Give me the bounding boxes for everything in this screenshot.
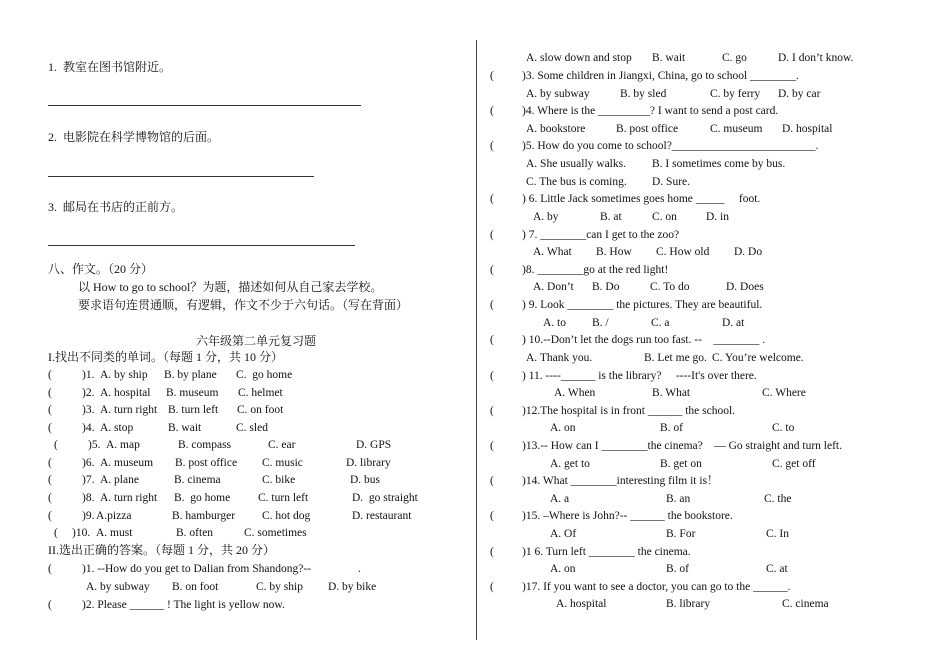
item-number: )1. (82, 369, 95, 381)
option-d: D. by car (778, 88, 821, 100)
answer-paren[interactable]: ( (48, 387, 52, 399)
option-a: A. turn right (100, 492, 158, 504)
option-b: B. of (666, 563, 689, 575)
unit-title: 六年级第二单元复习题 (196, 334, 317, 348)
item-number: )2. (82, 387, 95, 399)
answer-paren[interactable]: ( (490, 140, 494, 152)
answer-line-2[interactable] (48, 176, 314, 177)
answer-paren[interactable]: ( (48, 563, 52, 575)
option-c: C. go home (236, 369, 293, 381)
answer-paren[interactable]: ( (490, 370, 494, 382)
option-c: C. on foot (237, 404, 284, 416)
option-a: A. hospital (556, 598, 607, 610)
answer-paren[interactable]: ( (490, 510, 494, 522)
option-b: B. wait (652, 52, 686, 64)
item-number: )9. (82, 510, 95, 522)
option-a: A. bookstore (526, 123, 586, 135)
answer-paren[interactable]: ( (490, 264, 494, 276)
option-c: C. sometimes (244, 527, 307, 539)
option-b: B. What (652, 387, 691, 399)
option-c: C. by ship (256, 581, 303, 593)
question-13: )13.-- How can I ________the cinema? — Go straight and turn left. (522, 440, 842, 452)
question-14: )14. What ________interesting film it is！ (522, 475, 719, 487)
option-c: C. sled (236, 422, 268, 434)
option-d: D. bus (350, 474, 381, 486)
answer-paren[interactable]: ( (48, 599, 52, 611)
option-d: D. I don’t know. (778, 52, 854, 64)
answer-paren[interactable]: ( (54, 439, 58, 451)
option-c: C. How old (656, 246, 710, 258)
option-c: C. on (652, 211, 677, 223)
option-b: B. an (666, 493, 691, 505)
option-a: A. stop (100, 422, 134, 434)
option-c: C. ear (268, 439, 296, 451)
answer-paren[interactable]: ( (490, 546, 494, 558)
option-a: A. by ship (100, 369, 148, 381)
option-d: D. in (706, 211, 729, 223)
option-b: B. / (592, 317, 609, 329)
question-12: )12.The hospital is in front ______ the school. (522, 405, 736, 417)
answer-line-1[interactable] (48, 105, 361, 106)
option-c: C. turn left (258, 492, 309, 504)
option-b: B. of (660, 422, 683, 434)
option-b: B. by sled (620, 88, 667, 100)
question-17: )17. If you want to see a doctor, you can go to the ______. (522, 581, 791, 593)
option-b: B. by plane (164, 369, 217, 381)
option-a: A. Of (550, 528, 577, 540)
question-16: )1 6. Turn left ________ the cinema. (522, 546, 691, 558)
option-d: D. go straight (352, 492, 418, 504)
item-number: )10. (72, 527, 91, 539)
option-b: B. post office (616, 123, 679, 135)
answer-paren[interactable]: ( (490, 475, 494, 487)
question-15: )15. –Where is John?-- ______ the bookstore. (522, 510, 733, 522)
option-c: C. bike (262, 474, 296, 486)
option-c: C. to (772, 422, 795, 434)
answer-paren[interactable]: ( (48, 369, 52, 381)
answer-paren[interactable]: ( (48, 422, 52, 434)
option-b: B. compass (178, 439, 232, 451)
option-c: C. hot dog (262, 510, 311, 522)
option-a: A. by subway (86, 581, 150, 593)
answer-line-3[interactable] (48, 245, 355, 246)
question-8: )8. ________go at the red light! (522, 264, 669, 276)
option-a: A. She usually walks. (526, 158, 626, 170)
option-d: D. Does (726, 281, 764, 293)
answer-paren[interactable]: ( (490, 405, 494, 417)
item-number: )7. (82, 474, 95, 486)
translate-item-3: 3. 邮局在书店的正前方。 (48, 200, 184, 214)
option-d: D. Do (734, 246, 763, 258)
item-number: )6. (82, 457, 95, 469)
item-number: )5. (88, 439, 101, 451)
option-d: D. at (722, 317, 745, 329)
answer-paren[interactable]: ( (490, 229, 494, 241)
option-c: C. museum (710, 123, 763, 135)
question-9: ) 9. Look ________ the pictures. They are beautiful. (522, 299, 763, 311)
question-11: ) 11. ----______ is the library? ----It's over there. (522, 370, 757, 382)
option-b: B. cinema (174, 474, 221, 486)
option-a: A. museum (100, 457, 154, 469)
option-d: D. Sure. (652, 176, 691, 188)
question-1-end: . (358, 563, 361, 575)
question-3: )3. Some children in Jiangxi, China, go to school ________. (522, 70, 799, 82)
option-c: C. the (764, 493, 792, 505)
option-a: A. by (533, 211, 559, 223)
option-c: C. cinema (782, 598, 829, 610)
answer-paren[interactable]: ( (490, 299, 494, 311)
option-a: A. When (554, 387, 596, 399)
option-a: A.pizza (96, 510, 132, 522)
option-a: A. map (106, 439, 140, 451)
option-a: A. What (533, 246, 572, 258)
option-b: B. often (176, 527, 214, 539)
option-c: C. a (651, 317, 670, 329)
option-c: C. music (262, 457, 303, 469)
option-d: D. restaurant (352, 510, 412, 522)
answer-paren[interactable]: ( (48, 474, 52, 486)
question-1: )1. --How do you get to Dalian from Shandong?-- (82, 563, 311, 575)
option-b: B. at (600, 211, 622, 223)
option-a: A. on (550, 422, 576, 434)
answer-paren[interactable]: ( (48, 510, 52, 522)
option-a: A. must (96, 527, 133, 539)
answer-paren[interactable]: ( (48, 492, 52, 504)
option-b: B. get on (660, 458, 702, 470)
option-c: C. To do (650, 281, 690, 293)
option-a: A. plane (100, 474, 139, 486)
option-c: C. get off (772, 458, 816, 470)
writing-heading: 八、作文。（20 分） (48, 262, 154, 276)
option-d: D. library (346, 457, 391, 469)
option-b: B. wait (168, 422, 202, 434)
option-a: A. by subway (526, 88, 590, 100)
option-a: A. get to (550, 458, 590, 470)
option-a: A. on (550, 563, 576, 575)
option-d: D. GPS (356, 439, 392, 451)
translate-item-1: 1. 教室在图书馆附近。 (48, 60, 172, 74)
option-b: B. For (666, 528, 696, 540)
option-b: B. How (596, 246, 632, 258)
writing-instruction-1: 以 How to go to school？为题，描述如何从自己家去学校。 (78, 280, 383, 294)
answer-paren[interactable]: ( (490, 334, 494, 346)
option-c: C. helmet (238, 387, 283, 399)
option-a: A. hospital (100, 387, 151, 399)
option-c: C. by ferry (710, 88, 761, 100)
answer-paren[interactable]: ( (48, 404, 52, 416)
option-c: C. Where (762, 387, 806, 399)
question-10: ) 10.--Don’t let the dogs run too fast. -- ________ . (522, 334, 766, 346)
translate-item-2: 2. 电影院在科学博物馆的后面。 (48, 130, 220, 144)
question-6: ) 6. Little Jack sometimes goes home _____ foot. (522, 193, 761, 205)
option-a: A. turn right (100, 404, 158, 416)
option-d: D. by bike (328, 581, 377, 593)
option-c: C. You’re welcome. (712, 352, 804, 364)
option-b: B. post office (175, 457, 238, 469)
part1-heading: I.找出不同类的单词。（每题 1 分，共 10 分） (48, 350, 283, 364)
answer-paren[interactable]: ( (490, 70, 494, 82)
answer-paren[interactable]: ( (54, 527, 58, 539)
column-divider (476, 40, 477, 640)
item-number: )3. (82, 404, 95, 416)
item-number: )4. (82, 422, 95, 434)
option-a: A. slow down and stop (526, 52, 632, 64)
answer-paren[interactable]: ( (490, 581, 494, 593)
option-a: A. to (543, 317, 566, 329)
question-2: )2. Please ______ ! The light is yellow now. (82, 599, 285, 611)
option-c: C. The bus is coming. (526, 176, 627, 188)
option-c: C. In (766, 528, 789, 540)
option-a: A. Don’t (533, 281, 574, 293)
option-b: B. hamburger (172, 510, 236, 522)
option-d: D. hospital (782, 123, 833, 135)
answer-paren[interactable]: ( (490, 105, 494, 117)
option-b: B. go home (174, 492, 231, 504)
question-5: )5. How do you come to school?_________________________. (522, 140, 819, 152)
option-b: B. on foot (172, 581, 219, 593)
option-b: B. turn left (168, 404, 219, 416)
option-a: A. a (550, 493, 570, 505)
answer-paren[interactable]: ( (48, 457, 52, 469)
part2-heading: II.选出正确的答案。（每题 1 分，共 20 分） (48, 543, 275, 557)
question-4: )4. Where is the _________? I want to send a post card. (522, 105, 779, 117)
option-b: B. museum (166, 387, 219, 399)
writing-instruction-2: 要求语句连贯通顺，有逻辑，作文不少于六句话。（写在背面） (78, 298, 409, 312)
option-b: B. Let me go. (644, 352, 707, 364)
option-b: B. library (666, 598, 711, 610)
option-c: C. go (722, 52, 747, 64)
option-a: A. Thank you. (526, 352, 593, 364)
answer-paren[interactable]: ( (490, 193, 494, 205)
option-c: C. at (766, 563, 788, 575)
option-b: B. Do (592, 281, 620, 293)
answer-paren[interactable]: ( (490, 440, 494, 452)
option-b: B. I sometimes come by bus. (652, 158, 786, 170)
question-7: ) 7. ________can I get to the zoo? (522, 229, 680, 241)
item-number: )8. (82, 492, 95, 504)
